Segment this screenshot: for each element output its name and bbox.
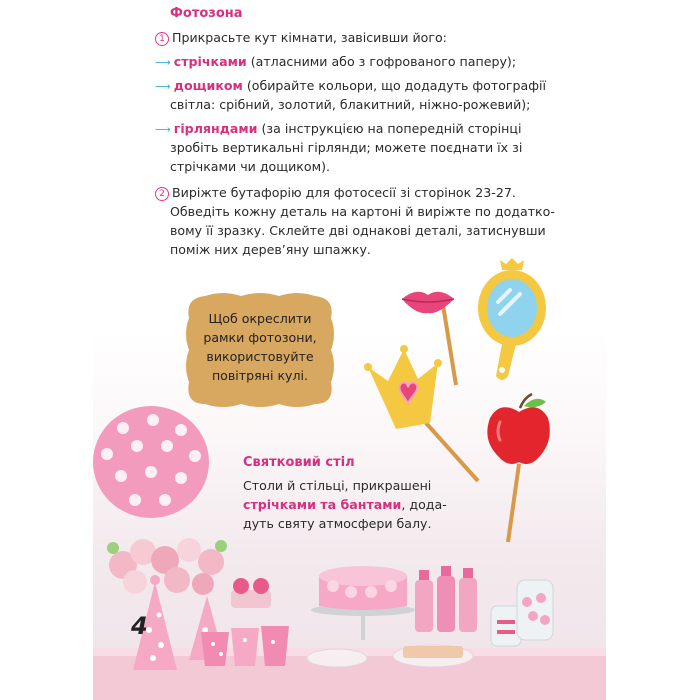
festive-line-2 [243, 495, 447, 514]
flowers-icon [107, 538, 227, 595]
bullet-text: (за інструкцією на попередній сторінці [257, 121, 522, 136]
step-1 [155, 28, 447, 47]
tip-line: використовуйте [206, 349, 314, 364]
step-1-text: Прикрасьте кут кімнати, завісивши його: [172, 30, 447, 45]
section-title-festive-table: Святковий стіл [243, 455, 355, 470]
step-2-line: Виріжте бутафорію для фотосесії зі сторінок 23-27. [172, 185, 516, 200]
cups-icon [201, 626, 289, 666]
bullet-tinsel [155, 76, 546, 96]
arrow-icon: ⟶ [155, 123, 171, 136]
mirror-prop-icon [476, 258, 556, 388]
festive-line-3: дуть святу атмосфери балу. [243, 516, 432, 531]
bullet-garlands-cont2: стрічками чи дощиком). [170, 159, 331, 174]
step-2-line: вому її зразку. Склейте дві однакові деталі, затиснувши [170, 223, 546, 238]
arrow-icon: ⟶ [155, 80, 171, 93]
section-title-photozone: Фотозона [170, 6, 243, 21]
step-2 [155, 183, 516, 202]
tip-line: Щоб окреслити [208, 311, 312, 326]
bottles-icon [415, 566, 477, 632]
bullet-highlight: стрічками [173, 54, 247, 69]
festive-highlight: стрічками та бантами [243, 497, 402, 512]
party-table-scene [93, 520, 606, 700]
bullet-garlands-cont: зробіть вертикальні гірлянди; можете поєднати їх зі [170, 140, 523, 155]
cake-icon [311, 566, 415, 640]
bullet-text: (атласними або з гофрованого паперу); [246, 54, 517, 69]
bullet-highlight: гірляндами [173, 121, 258, 136]
crown-prop-icon [366, 345, 486, 485]
bullet-text: (обирайте кольори, що додадуть фотографії [242, 78, 547, 93]
bullet-tinsel-cont: світла: срібний, золотий, блакитний, ніжно-рожевий); [170, 97, 531, 112]
step-2-line: поміж них дерев’яну шпажку. [170, 242, 371, 257]
step-2-line: Обведіть кожну деталь на картоні й виріжте по додатко- [170, 204, 555, 219]
step-2-number: 2 [155, 187, 169, 201]
festive-line-2-rest: , дода- [401, 497, 447, 512]
tip-line: рамки фотозони, [203, 330, 317, 345]
page [93, 0, 606, 700]
balloon-icon [93, 406, 213, 536]
bullet-ribbons [155, 52, 516, 72]
bullet-garlands [155, 119, 521, 139]
arrow-icon: ⟶ [155, 56, 171, 69]
tip-line: повітряні кулі. [211, 368, 309, 383]
page-number: 4 [131, 612, 148, 640]
festive-line-1: Столи й стільці, прикрашені [243, 478, 432, 493]
tip-text [185, 309, 335, 385]
step-1-number: 1 [155, 32, 169, 46]
bullet-highlight: дощиком [173, 78, 243, 93]
